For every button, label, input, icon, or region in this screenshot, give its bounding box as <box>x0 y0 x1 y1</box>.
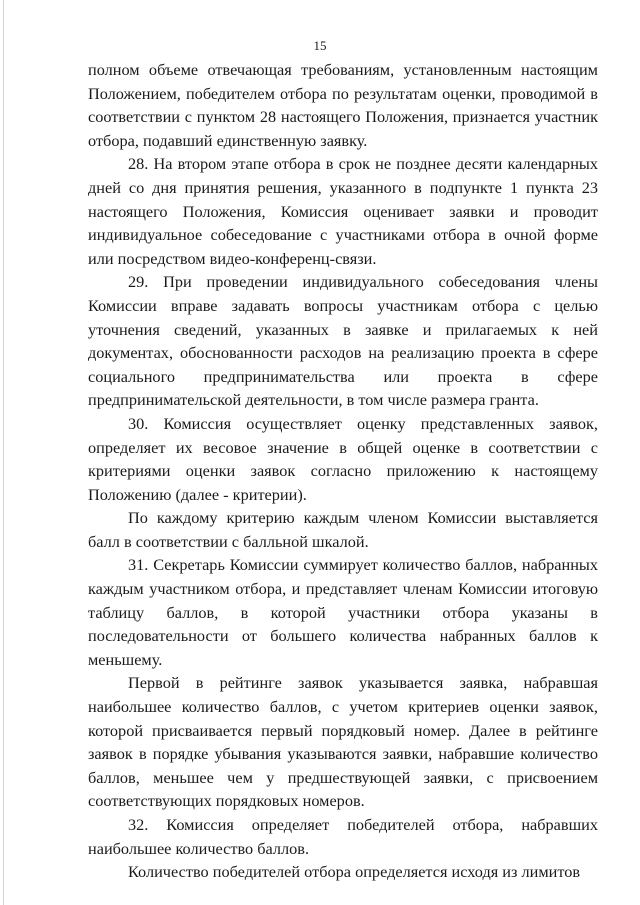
paragraph-winners-count: Количество победителей отбора определяется исходя из лимитов <box>128 862 581 882</box>
scan-edge <box>3 0 4 905</box>
paragraph-item-28: 28. На втором этапе отбора в срок не позднее десяти календарных дней со дня принятия решения, указанного в подпункте 1 пункта 23 настоящего Положения, Комиссия оценивает заявки и проводит индивидуальное собеседование с участниками отбора в очной форме или посредством видео-конференц-связи. <box>88 154 598 268</box>
paragraph-item-31: 31. Секретарь Комиссии суммирует количество баллов, набранных каждым участником отбора, и представляет членам Комиссии итоговую таблицу баллов, в которой участники отбора указаны в последовательности от большего количества набранных баллов к меньшему. <box>88 555 598 669</box>
document-body <box>88 58 598 884</box>
paragraph-rating-order: Первой в рейтинге заявок указывается заявка, набравшая наибольшее количество баллов, с учетом критериев оценки заявок, которой присваивается первый порядковый номер. Далее в рейтинге заявок в порядке убывания указываются заявки, набравшие количество баллов, меньшее чем у предшествующей заявки, с присвоением соответствующих порядковых номеров. <box>88 673 598 811</box>
paragraph-continuation: полном объеме отвечающая требованиям, установленным настоящим Положением, победителем отбора по результатам оценки, проводимой в соответствии с пунктом 28 настоящего Положения, признается участник отбора, подавший единственную заявку. <box>88 60 598 150</box>
page-number: 15 <box>313 38 327 53</box>
paragraph-criteria-score: По каждому критерию каждым членом Комиссии выставляется балл в соответствии с балльной шкалой. <box>88 508 598 551</box>
paragraph-item-32: 32. Комиссия определяет победителей отбора, набравших наибольшее количество баллов. <box>88 815 598 858</box>
paragraph-item-29: 29. При проведении индивидуального собеседования члены Комиссии вправе задавать вопросы участникам отбора с целью уточнения сведений, указанных в заявке и прилагаемых к ней документах, обоснованности расходов на реализацию проекта в сфере социального предпринимательства или проекта в сфере предпринимательской деятельности, в том числе размера гранта. <box>88 272 598 410</box>
paragraph-item-30: 30. Комиссия осуществляет оценку представленных заявок, определяет их весовое значение в общей оценке в соответствии с критериями оценки заявок согласно приложению к настоящему Положению (далее - критерии). <box>88 413 598 504</box>
